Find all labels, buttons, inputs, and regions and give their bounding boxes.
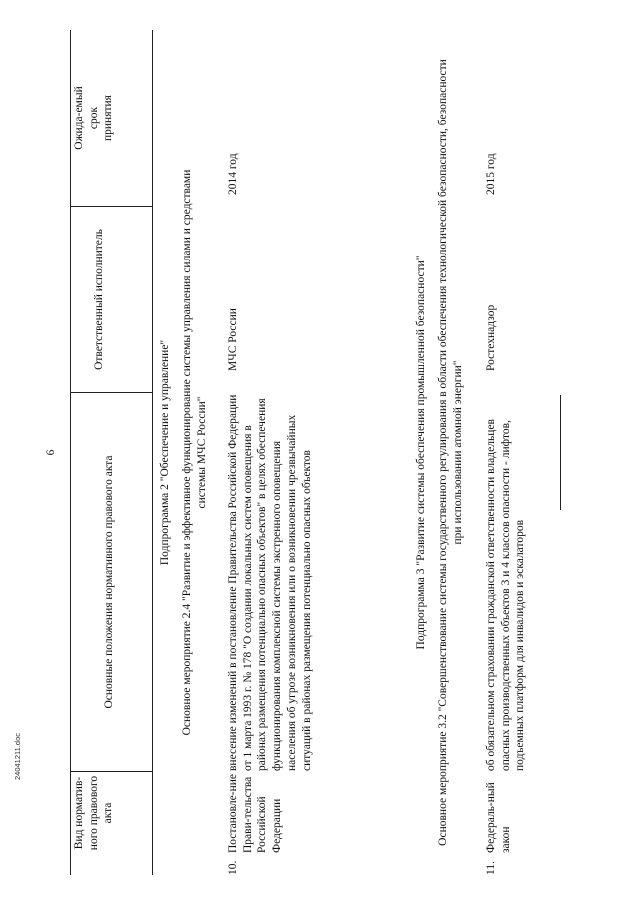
header-type: Вид норматив-ного правового акта: [73, 775, 115, 851]
header-divider-1: [70, 771, 152, 772]
page-number: 6: [45, 449, 57, 456]
subprogram-3-title: Подпрограмма 3 "Развитие системы обеспечения промышленной безопасности": [415, 255, 427, 650]
row-11-main: об обязательном страховании гражданской ответственности владельцев опасных производственных объектов 3 и 4 классов опасности - лифтов, подъемных платформ для инвалидов и эскалаторов: [485, 419, 527, 771]
table-top-border: [70, 30, 71, 875]
row-10-main: внесение изменений в постановление Правительства Российской Федерации от 1 марта 1993 г. № 178 "О создании локальных систем оповещения в районах размещения потенциально опасных объектов" в целях обеспечения функционирования комплексной системы экстренного оповещения населения об угрозе возникновения или о возникновении чрезвычайных ситуаций в районах размещения потенциально опасных объектов: [227, 394, 313, 771]
header-main: Основные положения нормативного правового акта: [103, 455, 115, 709]
row-11-number: 11.: [485, 861, 497, 875]
row-11-deadline: 2015 год: [485, 153, 497, 195]
header-deadline: Ожида-емый срок принятия: [73, 86, 115, 150]
row-10-type: Постановле-ние Прави-тельства Российской Федерации: [227, 774, 284, 853]
row-10-deadline: 2014 год: [227, 153, 239, 195]
row-11-responsible: Ростехнадзор: [485, 304, 497, 371]
document-page: [40, 30, 600, 875]
footer-file-code: 24041211.doc: [13, 733, 22, 780]
header-divider-3: [70, 206, 152, 207]
row-10-number: 10.: [227, 860, 239, 875]
row-11-type: Федераль-ный закон: [485, 782, 512, 853]
measure-2-4-title: Основное мероприятие 2.4 "Развитие и эффективное функционирование системы управления силами и средствами системы МЧС России": [181, 169, 208, 736]
header-responsible: Ответственный исполнитель: [93, 229, 105, 370]
measure-3-2-title: Основное мероприятие 3.2 "Совершенствование системы государственного регулирования в области обеспечения технологической безопасности, безопасности при использовании атомной энергии": [437, 59, 464, 846]
row-10-responsible: МЧС России: [227, 308, 239, 371]
closing-rule: [560, 395, 561, 510]
header-bottom-border: [152, 30, 153, 875]
subprogram-2-title: Подпрограмма 2 "Обеспечение и управление": [159, 339, 171, 566]
